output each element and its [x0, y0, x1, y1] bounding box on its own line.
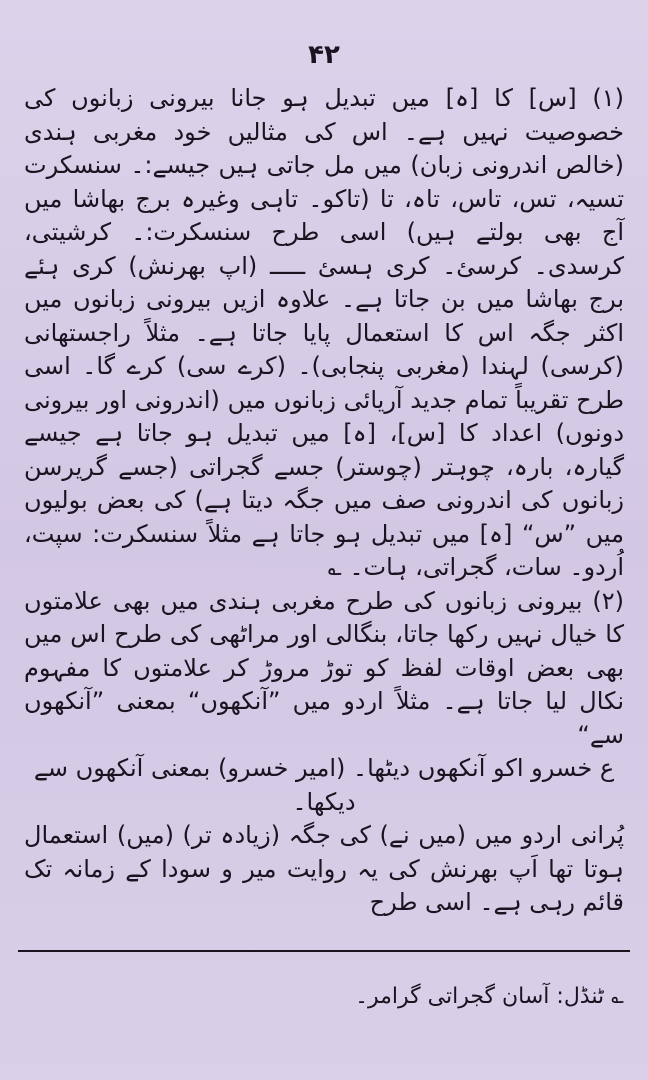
paragraph-1: (۱) [س] کا [ہ] میں تبدیل ہو جانا بیرونی زبانوں کی خصوصیت نہیں ہے۔ اس کی مثالیں خود مغربی ہندی (خالص اندرونی زبان) میں مل جاتی ہیں جیسے:۔ سنسکرت تسیہ، تس، تاس، تاہ، تا (تاکو۔ تاہی وغیرہ برج بھاشا میں آج بھی بولتے ہیں) اسی طرح سنسکرت:۔ کرشیتی، کرسدی۔ کرسئ۔ کری ہسئ ـــــ (اپ بھرنش) کری ہئے برج بھاشا میں بن جاتا ہے۔ علاوہ ازیں بیرونی زبانوں میں اکثر جگہ اس کا استعمال پایا جاتا ہے۔ مثلاً راجستھانی (کرسی) لہندا (مغربی پنجابی)۔ (کرے سی) کرے گا۔ اسی طرح تقریباً تمام جدید آریائی زبانوں میں (اندرونی اور بیرونی دونوں) اعداد کا [س]، [ہ] میں تبدیل ہو جاتا ہے جیسے گیارہ، بارہ، چوہتر (چوستر) جسے گجراتی (جسے گریرسن زبانوں کی اندرونی صف میں جگہ دیتا ہے) کی بعض بولیوں میں ”س“ [ہ] میں تبدیل ہو جاتا ہے مثلاً سنسکرت: سپت، اُردو۔ سات، گجراتی، ہات۔ ؎ — [24, 84, 624, 581]
page-number: ۴۲ — [308, 40, 340, 70]
paragraph-2: (۲) بیرونی زبانوں کی طرح مغربی ہندی میں بھی علامتوں کا خیال نہیں رکھا جاتا، بنگالی اور مراٹھی کی طرح اس میں بھی بعض اوقات لفظ کو توڑ مروڑ کر علامتوں کا مفہوم نکال لیا جاتا ہے۔ مثلاً اردو میں ”آنکھوں“ بمعنی ”آنکھوں سے“ — [24, 586, 624, 749]
main-text — [24, 82, 624, 920]
paragraph-3: پُرانی اردو میں (میں نے) کی جگہ (زیادہ تر) (میں) استعمال ہوتا تھا اَپ بھرنش کی یہ روایت میر و سودا کے زمانہ تک قائم رہی ہے۔ اسی طرح — [24, 821, 624, 916]
verse-line: ع خسرو اکو آنکھوں دیٹھا۔ (امیر خسرو) بمعنی آنکھوں سے دیکھا۔ — [33, 754, 615, 816]
footnote: ؎ ٹنڈل: آسان گجراتی گرامر۔ — [355, 984, 624, 1009]
footnote-divider — [18, 950, 630, 952]
